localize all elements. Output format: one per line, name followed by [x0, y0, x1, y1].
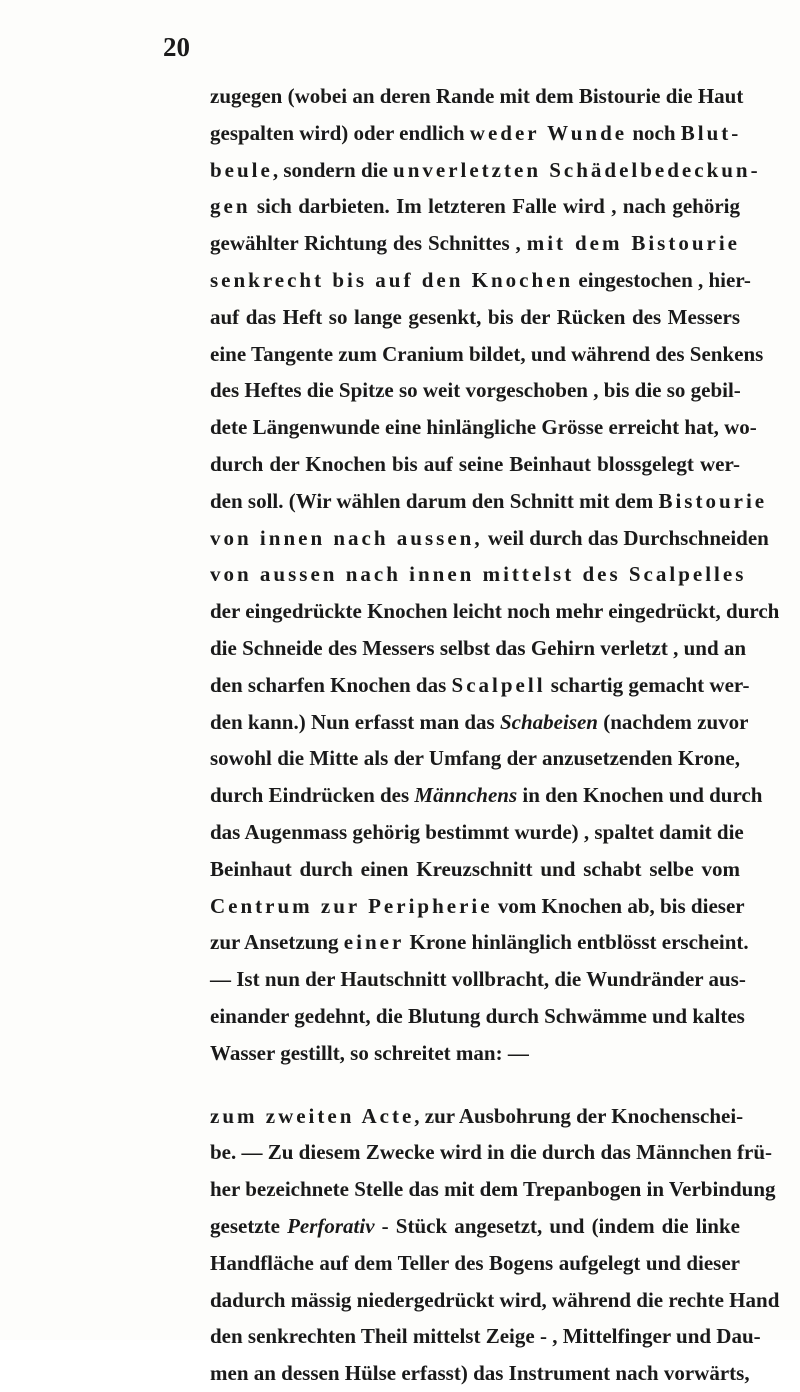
text-run: men an dessen Hülse erfasst) das Instrument nach vorwärts, [210, 1361, 750, 1386]
text-run: den soll. (Wir wählen darum den Schnitt mit dem [210, 488, 659, 513]
text-line [210, 667, 750, 704]
text-run: der eingedrückte Knochen leicht noch mehr eingedrückt, durch [210, 599, 780, 624]
page-number: 20 [163, 32, 190, 62]
text-run: Wasser gestillt, so schreitet man: — [210, 1040, 529, 1065]
italic-text-run: Perforativ [287, 1213, 375, 1238]
text-run: , sondern die [272, 157, 394, 182]
text-run: den scharfen Knochen das [210, 672, 452, 697]
text-line [210, 262, 751, 299]
paragraph-1 [210, 78, 780, 1072]
text-run: Handfläche auf dem Teller des Bogens aufgelegt und dieser [210, 1250, 740, 1275]
text-line [210, 777, 763, 814]
spaced-text-run: senkrecht bis auf den Knochen [210, 267, 574, 292]
text-line [210, 1171, 776, 1208]
body-text [210, 78, 780, 1392]
text-line [210, 888, 745, 925]
text-line [210, 1355, 750, 1392]
spaced-text-run: von innen nach aussen, [210, 525, 483, 550]
spaced-text-run: mit dem Bistourie [526, 231, 740, 256]
text-line [210, 188, 740, 225]
text-run: schartig gemacht wer- [545, 672, 750, 697]
text-line [210, 1245, 740, 1282]
text-run: die Schneide des Messers selbst das Gehirn verletzt , und an [210, 635, 747, 660]
text-run: sich darbieten. Im letzteren Falle wird , nach gehörig [250, 194, 740, 219]
text-run: durch der Knochen bis auf seine Beinhaut blossgelegt wer- [210, 451, 740, 476]
text-line [210, 78, 744, 115]
text-run: gespalten wird) oder endlich [210, 120, 470, 145]
spaced-text-run: Scalpell [451, 672, 546, 697]
text-line [210, 1208, 740, 1245]
text-run: gesetzte [210, 1213, 288, 1238]
paragraph-2 [210, 1098, 780, 1392]
text-run: dadurch mässig niedergedrückt wird, während die rechte Hand [210, 1287, 780, 1312]
spaced-text-run: von aussen nach innen mittelst des Scalpelles [210, 562, 747, 587]
text-line [210, 1035, 740, 1072]
spaced-text-run: Bistourie [658, 488, 768, 513]
spaced-text-run: zum zweiten Acte [210, 1103, 415, 1128]
text-run: weil durch das Durchschneiden [482, 525, 769, 550]
text-run: — Ist nun der Hautschnitt vollbracht, die Wundränder aus- [210, 967, 746, 992]
spaced-text-run: einer [343, 930, 405, 955]
text-line [210, 924, 749, 961]
text-run: (nachdem zuvor [598, 709, 749, 734]
text-line [210, 1318, 761, 1355]
text-line [210, 998, 745, 1035]
spaced-text-run: Centrum zur Peripherie [210, 893, 493, 918]
text-line [210, 1282, 780, 1319]
text-run: eingestochen , hier- [573, 267, 751, 292]
text-run: Krone hinlänglich entblösst erscheint. [404, 930, 749, 955]
spaced-text-run: unverletzten Schädelbedeckun- [393, 157, 761, 182]
text-line [210, 372, 740, 409]
text-run: , zur Ausbohrung der Knochenschei- [414, 1103, 744, 1128]
text-line [210, 593, 780, 630]
text-run: noch [627, 120, 681, 145]
text-run: den senkrechten Theil mittelst Zeige - , Mittelfinger und Dau- [210, 1324, 761, 1349]
text-line [210, 299, 740, 336]
text-line [210, 520, 769, 557]
text-line [210, 1134, 772, 1171]
text-line [210, 740, 740, 777]
text-run: einander gedehnt, die Blutung durch Schwämme und kaltes [210, 1003, 745, 1028]
text-run: dete Längenwunde eine hinlängliche Grösse erreicht hat, wo- [210, 415, 757, 440]
text-line [210, 1098, 744, 1135]
text-run: den kann.) Nun erfasst man das [210, 709, 500, 734]
text-run: durch Eindrücken des [210, 783, 415, 808]
text-run: zur Ansetzung [210, 930, 344, 955]
text-run: auf das Heft so lange gesenkt, bis der Rücken des Messers [210, 304, 740, 329]
text-line [210, 630, 747, 667]
text-line [210, 115, 740, 152]
text-line [210, 814, 744, 851]
text-line [210, 409, 757, 446]
text-run: des Heftes die Spitze so weit vorgeschoben , bis die so gebil- [210, 378, 741, 403]
text-line [210, 483, 768, 520]
spaced-text-run: Blut- [680, 120, 742, 145]
text-line [210, 961, 746, 998]
italic-text-run: Schabeisen [499, 709, 598, 734]
spaced-text-run: gen [210, 194, 251, 219]
text-run: be. — Zu diesem Zwecke wird in die durch das Männchen frü- [210, 1140, 772, 1165]
text-run: gewählter Richtung des Schnittes , [210, 231, 527, 256]
text-run: in den Knochen und durch [517, 783, 763, 808]
text-run: her bezeichnete Stelle das mit dem Trepanbogen in Verbindung [210, 1177, 776, 1202]
text-line [210, 704, 749, 741]
text-line [210, 225, 740, 262]
text-line [210, 851, 740, 888]
text-line [210, 556, 747, 593]
italic-text-run: Männchens [414, 783, 518, 808]
text-line [210, 336, 764, 373]
paragraph-gap [210, 1072, 740, 1098]
text-run: vom Knochen ab, bis dieser [492, 893, 745, 918]
text-run: das Augenmass gehörig bestimmt wurde) , spaltet damit die [210, 819, 744, 844]
text-run: zugegen (wobei an deren Rande mit dem Bistourie die Haut [210, 84, 744, 108]
text-run: eine Tangente zum Cranium bildet, und während des Senkens [210, 341, 764, 366]
text-line [210, 152, 761, 189]
text-run: - Stück angesetzt, und (indem die linke [374, 1213, 740, 1238]
text-run: sowohl die Mitte als der Umfang der anzusetzenden Krone, [210, 746, 740, 771]
text-run: Beinhaut durch einen Kreuzschnitt und schabt selbe vom [210, 856, 740, 881]
spaced-text-run: beule [210, 157, 273, 182]
text-line [210, 446, 740, 483]
spaced-text-run: weder Wunde [469, 120, 628, 145]
